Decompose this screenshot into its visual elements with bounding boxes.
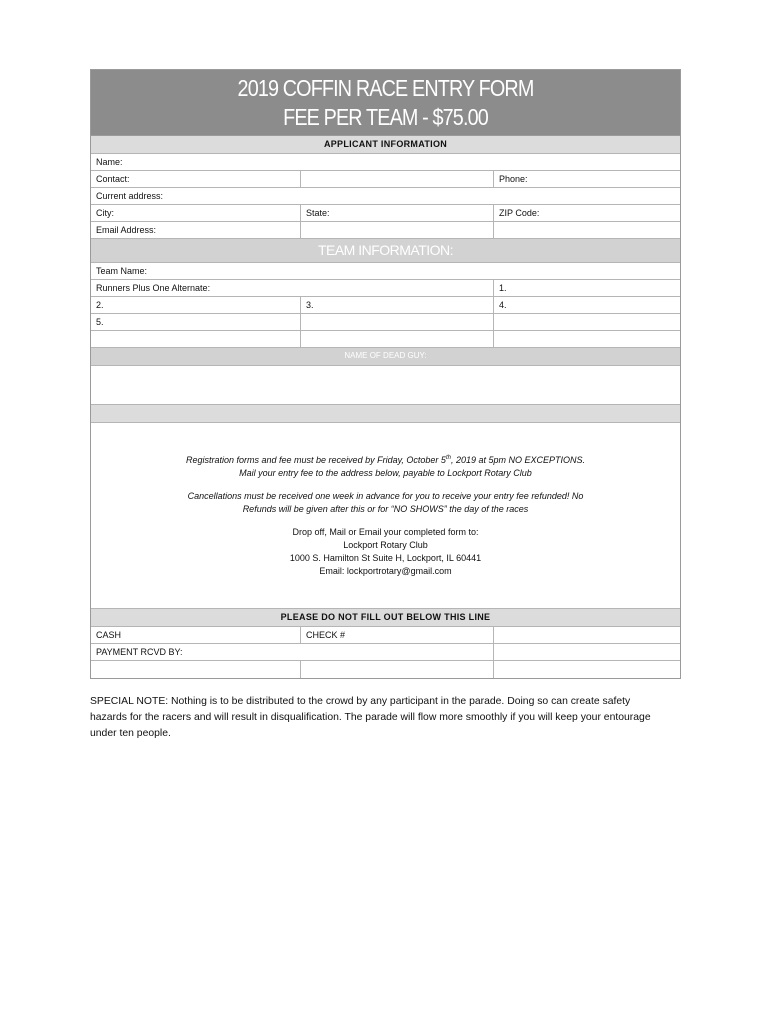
team-name-row: [91, 263, 680, 280]
instructions-box: [91, 423, 680, 609]
divider-bar: [91, 405, 680, 423]
runner-5-field[interactable]: 5.: [91, 314, 301, 330]
registration-text-end: , 2019 at 5pm NO EXCEPTIONS.: [450, 455, 586, 465]
blank-cell[interactable]: [301, 331, 494, 347]
entry-form: [90, 69, 681, 679]
runner-1-field[interactable]: 1.: [499, 283, 507, 293]
email-label: Email Address:: [91, 222, 301, 238]
form-title: [91, 70, 680, 136]
runners-row-2: [91, 297, 680, 314]
payment-row-2: [91, 644, 680, 661]
club-email: Email: lockportrotary@gmail.com: [319, 566, 452, 576]
city-field[interactable]: City:: [91, 205, 301, 221]
runners-row-3: [91, 314, 680, 331]
payment-rcvd-field[interactable]: PAYMENT RCVD BY:: [91, 644, 494, 660]
office-use-heading: PLEASE DO NOT FILL OUT BELOW THIS LINE: [91, 609, 680, 627]
drop-off-text: Drop off, Mail or Email your completed form to:: [292, 527, 479, 537]
date-suffix: th: [445, 455, 451, 461]
blank-cell[interactable]: [91, 661, 301, 678]
blank-cell[interactable]: [301, 314, 494, 330]
contact-label: Contact:: [91, 171, 301, 187]
zip-field[interactable]: ZIP Code:: [499, 208, 540, 218]
club-name: Lockport Rotary Club: [343, 540, 428, 550]
blank-cell[interactable]: [494, 644, 680, 660]
check-field[interactable]: CHECK #: [301, 627, 494, 643]
team-name-field[interactable]: Team Name:: [96, 266, 148, 276]
form-title-line-1: 2019 COFFIN RACE ENTRY FORM: [237, 75, 534, 101]
team-section-heading: TEAM INFORMATION:: [91, 239, 680, 263]
blank-cell[interactable]: [494, 331, 680, 347]
blank-cell[interactable]: [494, 314, 680, 330]
runners-row-1: [91, 280, 680, 297]
contact-field[interactable]: [301, 171, 494, 187]
cancellation-text-2: Refunds will be given after this or for “NO SHOWS” the day of the races: [242, 504, 529, 514]
payment-row-1: [91, 627, 680, 644]
state-field[interactable]: State:: [301, 205, 494, 221]
name-field[interactable]: Name:: [96, 157, 123, 167]
address-row: [91, 188, 680, 205]
form-title-line-2: FEE PER TEAM - $75.00: [283, 104, 488, 130]
mail-fee-text: Mail your entry fee to the address below, payable to Lockport Rotary Club: [239, 468, 532, 478]
cash-field[interactable]: CASH: [91, 627, 301, 643]
special-note: SPECIAL NOTE: Nothing is to be distributed to the crowd by any participant in the parade. Doing so can create safety hazards for the racers and will result in disqualification. The parade will flow more smoothly if you will keep your entourage under ten people.: [90, 696, 651, 739]
dead-guy-field[interactable]: [91, 366, 680, 405]
blank-cell[interactable]: [494, 661, 680, 678]
runner-4-field[interactable]: 4.: [499, 300, 507, 310]
cancellation-text-1: Cancellations must be received one week in advance for you to receive your entry fee refunded! No: [187, 491, 584, 501]
registration-text: Registration forms and fee must be received by Friday, October 5: [185, 455, 446, 465]
name-row: [91, 154, 680, 171]
blank-cell[interactable]: [301, 661, 494, 678]
city-row: [91, 205, 680, 222]
blank-cell[interactable]: [91, 331, 301, 347]
applicant-section-heading: APPLICANT INFORMATION: [91, 136, 680, 154]
email-field[interactable]: [301, 222, 494, 238]
email-row: [91, 222, 680, 239]
runner-2-field[interactable]: 2.: [91, 297, 301, 313]
runner-3-field[interactable]: 3.: [301, 297, 494, 313]
address-field[interactable]: Current address:: [96, 191, 164, 201]
payment-row-3: [91, 661, 680, 678]
runners-label: Runners Plus One Alternate:: [91, 280, 494, 296]
contact-row: [91, 171, 680, 188]
registration-deadline: [91, 454, 680, 467]
email-field-extra[interactable]: [494, 222, 680, 238]
phone-field[interactable]: Phone:: [499, 174, 528, 184]
blank-cell[interactable]: [494, 627, 680, 643]
club-address: 1000 S. Hamilton St Suite H, Lockport, IL 60441: [289, 553, 482, 563]
runners-row-4: [91, 331, 680, 348]
dead-guy-heading: NAME OF DEAD GUY:: [91, 348, 680, 366]
